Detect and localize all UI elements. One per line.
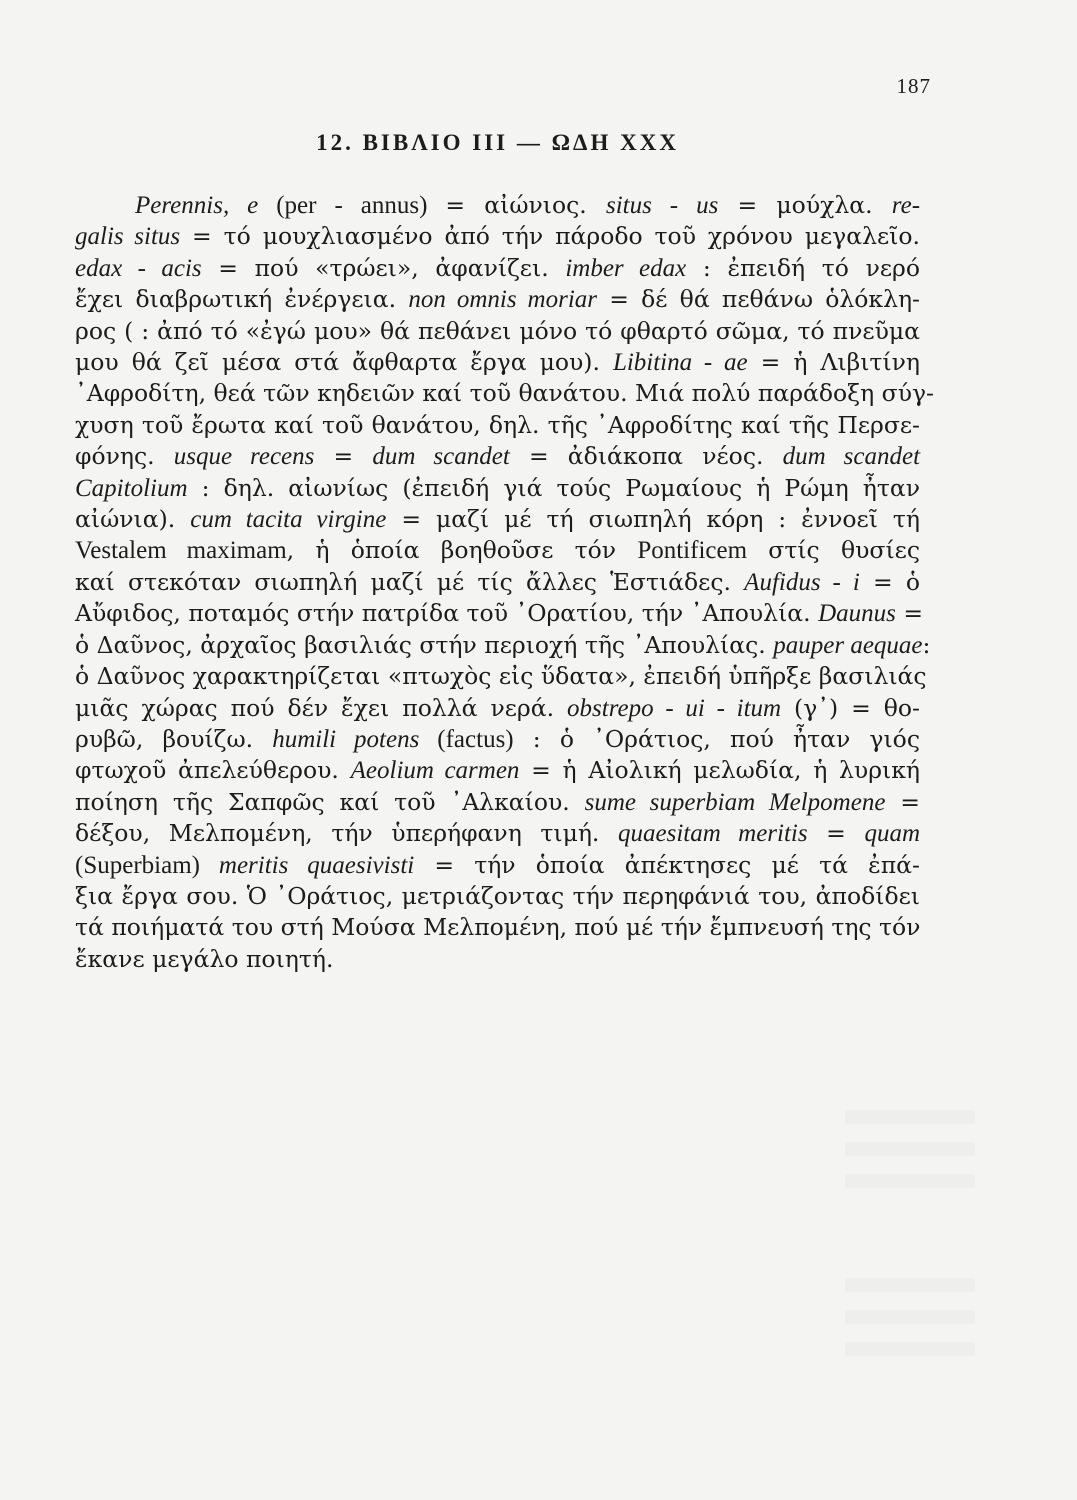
latin-term: Capitolium — [75, 474, 188, 502]
text-line — [75, 190, 920, 221]
text-line — [75, 881, 920, 912]
text-line — [75, 818, 920, 849]
text-line — [75, 567, 920, 598]
text-line — [75, 535, 920, 566]
text-line — [75, 441, 920, 472]
greek-text: δέξου, Μελπομένη, τήν ὑπερήφανη τιμή. — [75, 819, 618, 848]
greek-text: : ὁ ᾽Οράτιος, πού ἦταν γιός — [513, 724, 920, 753]
greek-text: ἔκανε μεγάλο ποιητή. — [75, 944, 334, 973]
greek-text: = ἀδιάκοπα νέος. — [509, 442, 783, 471]
latin-term: Pontificem — [637, 537, 748, 565]
latin-term: meritis quaesivisti — [218, 851, 415, 879]
latin-term: dum scandet — [372, 443, 510, 471]
greek-text: ὁ Δαῦνος, ἀρχαῖος βασιλιάς στήν περιοχή τῆς ᾽Απουλίας. — [75, 630, 774, 659]
greek-text: ρυβῶ, βουίζω. — [75, 724, 273, 753]
text-line — [75, 755, 920, 786]
text-line — [75, 378, 934, 409]
text-line — [75, 347, 920, 378]
show-through-mark — [845, 1342, 975, 1356]
latin-term: Aufidus - i — [744, 568, 860, 596]
latin-term: (Superbiam) — [75, 851, 219, 879]
greek-text: = τήν ὁποία ἀπέκτησες μέ τά ἐπά- — [414, 850, 920, 879]
latin-term: Libitina - ae — [612, 349, 748, 377]
greek-text: ποίηση τῆς Σαπφῶς καί τοῦ ᾽Αλκαίου. — [75, 787, 585, 816]
latin-term: obstrepo - ui - itum — [567, 694, 782, 722]
text-line — [75, 504, 920, 535]
latin-term: re- — [891, 192, 921, 219]
text-line — [75, 724, 920, 755]
greek-text: αἰώνια). — [75, 505, 191, 534]
latin-term: sume superbiam Melpomene — [584, 788, 886, 816]
chapter-title: 12. ΒΙΒΛΙΟ ΙΙΙ — ΩΔΗ XXX — [316, 130, 679, 155]
text-line — [75, 284, 920, 315]
greek-text: μιᾶς χώρας πού δέν ἔχει πολλά νερά. — [75, 693, 568, 722]
latin-term: dum scandet — [782, 443, 921, 471]
greek-text: = αἰώνιος. — [445, 191, 606, 219]
latin-term: situs - us — [605, 192, 719, 219]
greek-text: : ἐπειδή τό νερό — [686, 253, 920, 282]
greek-text: μου θά ζεῖ μέσα στά ἄφθαρτα ἔργα μου). — [75, 348, 613, 377]
latin-term: imber edax — [565, 254, 687, 282]
greek-text: = μαζί μέ τή σιωπηλή κόρη : ἐννοεῖ τή — [386, 505, 920, 534]
text-line — [75, 693, 920, 724]
greek-text: = ἡ Αἰολική μελωδία, ἡ λυρική — [519, 756, 920, 785]
greek-text: ἔχει διαβρωτική ἐνέργεια. — [75, 285, 409, 314]
greek-text: = ἡ Λιβιτίνη — [747, 348, 921, 377]
text-line — [75, 598, 924, 629]
latin-term: galis situs — [75, 223, 181, 251]
latin-term: quaesitam meritis — [618, 820, 808, 848]
greek-text: : — [922, 630, 931, 659]
greek-text: φτωχοῦ ἀπελεύθερου. — [75, 756, 351, 785]
latin-term: Perennis, e — [135, 192, 259, 219]
latin-term: humili potens — [272, 725, 420, 753]
latin-term: (factus) — [419, 725, 514, 753]
text-line — [75, 630, 931, 661]
text-line — [75, 473, 920, 504]
text-line — [75, 944, 920, 975]
greek-text: τά ποιήματά του στή Μούσα Μελπομένη, πού μέ τήν ἔμπνευσή της τόν — [75, 913, 921, 942]
commentary-text — [75, 190, 934, 975]
latin-term: non omnis moriar — [408, 286, 598, 314]
page-number: 187 — [896, 74, 931, 98]
latin-term: usque recens — [173, 443, 315, 471]
latin-term: Vestalem maximam — [75, 537, 287, 565]
show-through-mark — [845, 1278, 975, 1292]
greek-text: = μούχλα. — [718, 191, 892, 219]
greek-text: = ὁ — [859, 567, 920, 596]
text-line — [75, 410, 920, 441]
latin-term: quam — [864, 820, 921, 848]
greek-text: καί στεκόταν σιωπηλή μαζί μέ τίς ἄλλες Ἑστιάδες. — [75, 567, 745, 596]
show-through-mark — [845, 1142, 975, 1156]
latin-term: edax - acis — [75, 254, 202, 282]
latin-term: Daunus — [818, 600, 896, 628]
greek-text: ᾽Αφροδίτη, θεά τῶν κηδειῶν καί τοῦ θανάτου. Μιά πολύ παράδοξη σύγ- — [75, 379, 934, 408]
greek-text: ξια ἔργα σου. Ὁ ᾽Οράτιος, μετριάζοντας τήν περηφάνιά του, ἀποδίδει — [75, 881, 920, 910]
latin-term: (per - annus) — [258, 192, 446, 219]
greek-text: στίς θυσίες — [747, 536, 920, 565]
greek-text: , ἡ ὁποία βοηθοῦσε τόν — [286, 536, 638, 565]
text-line — [75, 850, 920, 881]
greek-text: ρος ( : ἀπό τό «ἐγώ μου» θά πεθάνει μόνο τό φθαρτό σῶμα, τό πνεῦμα — [75, 316, 920, 345]
show-through-mark — [845, 1110, 975, 1124]
text-line — [75, 253, 920, 284]
latin-term: Aeolium carmen — [350, 757, 520, 785]
text-line — [75, 661, 927, 692]
latin-term: pauper aequae — [773, 631, 923, 659]
greek-text: : δηλ. αἰωνίως (ἐπειδή γιά τούς Ρωμαίους ἡ Ρώμη ἦταν — [187, 473, 920, 502]
text-line — [75, 787, 920, 818]
greek-text: (γ᾽) = θο- — [781, 693, 920, 722]
greek-text: = δέ θά πεθάνω ὁλόκλη- — [597, 285, 921, 314]
greek-text: Αὔφιδος, ποταμός στήν πατρίδα τοῦ ᾽Ορατίου, τήν ᾽Απουλία. — [75, 599, 819, 628]
latin-term: cum tacita virgine — [190, 506, 387, 534]
greek-text: = πού «τρώει», ἀφανίζει. — [201, 253, 566, 282]
text-line — [75, 221, 920, 252]
greek-text: φόνης. — [75, 442, 174, 471]
show-through-mark — [845, 1310, 975, 1324]
text-line — [75, 316, 920, 347]
greek-text: = — [314, 442, 373, 471]
greek-text: = τό μουχλιασμένο ἀπό τήν πάροδο τοῦ χρόνου μεγαλεῖο. — [180, 222, 920, 251]
greek-text: = — [895, 599, 924, 628]
show-through-mark — [845, 1174, 975, 1188]
text-line — [75, 912, 920, 943]
greek-text: χυση τοῦ ἔρωτα καί τοῦ θανάτου, δηλ. τῆς ᾽Αφροδίτης καί τῆς Περσε- — [75, 410, 920, 439]
greek-text: = — [807, 819, 865, 848]
greek-text: ὁ Δαῦνος χαρακτηρίζεται «πτωχὸς εἰς ὕδατα», ἐπειδή ὑπῆρξε βασιλιάς — [75, 662, 927, 691]
greek-text: = — [885, 787, 920, 816]
